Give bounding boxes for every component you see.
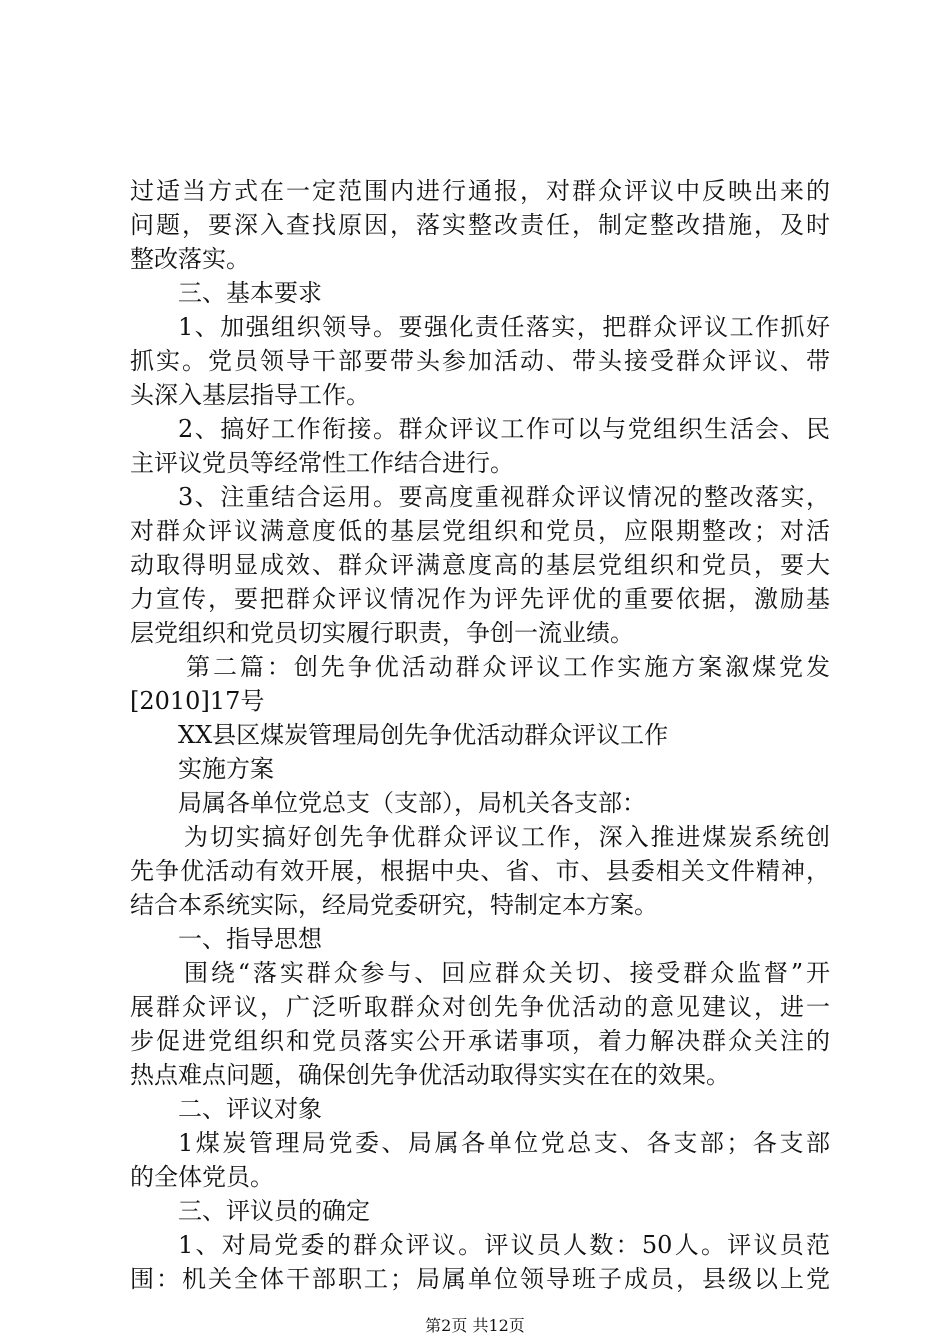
text-line: 围：机关全体干部职工；局属单位领导班子成员，县级以上党 [130, 1265, 830, 1293]
text-line: 抓实。党员领导干部要带头参加活动、带头接受群众评议、带 [130, 347, 830, 375]
text-line: 的全体党员。 [130, 1163, 274, 1191]
text-line: 围绕“落实群众参与、回应群众关切、接受群众监督”开 [184, 959, 830, 987]
document-number: [2010]17号 [130, 687, 265, 715]
text-line: 1煤炭管理局党委、局属各单位党总支、各支部；各支部 [178, 1129, 830, 1157]
section-heading: 二、评议对象 [178, 1095, 322, 1123]
text-line: 力宣传，要把群众评议情况作为评先评优的重要依据，激励基 [130, 585, 830, 613]
text-line: 对群众评议满意度低的基层党组织和党员，应限期整改；对活 [130, 517, 830, 545]
text-line: 展群众评议，广泛听取群众对创先争优活动的意见建议，进一 [130, 993, 830, 1021]
section-heading: 一、指导思想 [178, 925, 322, 953]
document-title: XX县区煤炭管理局创先争优活动群众评议工作 [178, 721, 669, 749]
text-line: 2、搞好工作衔接。群众评议工作可以与党组织生活会、民 [178, 415, 830, 443]
text-line: 过适当方式在一定范围内进行通报，对群众评议中反映出来的 [130, 177, 830, 205]
text-line: 问题，要深入查找原因，落实整改责任，制定整改措施，及时 [130, 211, 830, 239]
section-heading: 三、评议员的确定 [178, 1197, 370, 1225]
text-line: 结合本系统实际，经局党委研究，特制定本方案。 [130, 891, 658, 919]
text-line: 主评议党员等经常性工作结合进行。 [130, 449, 514, 477]
text-line: 先争优活动有效开展，根据中央、省、市、县委相关文件精神， [130, 857, 830, 885]
addressee: 局属各单位党总支（支部），局机关各支部： [178, 789, 646, 817]
text-line: 1、对局党委的群众评议。评议员人数：50人。评议员范 [178, 1231, 830, 1259]
text-line: 1、加强组织领导。要强化责任落实，把群众评议工作抓好 [178, 313, 830, 341]
text-line: 层党组织和党员切实履行职责，争创一流业绩。 [130, 619, 634, 647]
text-line: 3、注重结合运用。要高度重视群众评议情况的整改落实， [178, 483, 830, 511]
section-heading: 三、基本要求 [178, 279, 322, 307]
text-line: 头深入基层指导工作。 [130, 381, 370, 409]
text-line: 整改落实。 [130, 245, 250, 273]
document-title-continued: 实施方案 [178, 755, 274, 783]
text-line: 为切实搞好创先争优群众评议工作，深入推进煤炭系统创 [184, 823, 830, 851]
text-line: 动取得明显成效、群众评满意度高的基层党组织和党员，要大 [130, 551, 830, 579]
text-line: 步促进党组织和党员落实公开承诺事项，着力解决群众关注的 [130, 1027, 830, 1055]
chapter-title: 第二篇：创先争优活动群众评议工作实施方案溆煤党发 [186, 653, 830, 681]
text-line: 热点难点问题，确保创先争优活动取得实实在在的效果。 [130, 1061, 730, 1089]
page-footer: 第2页 共12页 [425, 1316, 525, 1335]
